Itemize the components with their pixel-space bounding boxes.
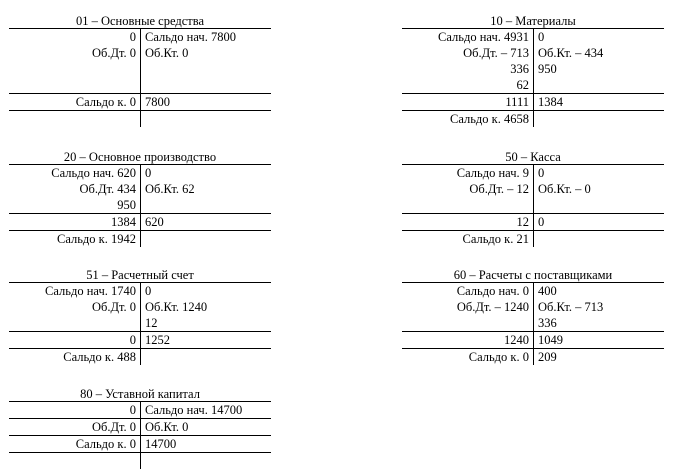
- credit-cell: Об.Кт. 1240: [145, 300, 208, 314]
- credit-cell: [140, 197, 271, 213]
- credit-cell: 0: [145, 166, 152, 180]
- debit-cell: Об.Дт. 0: [91, 300, 136, 314]
- credit-cell: 0: [538, 215, 545, 229]
- debit-cell: [402, 315, 533, 331]
- credit-cell: Об.Кт. – 434: [538, 46, 604, 60]
- debit-cell: Сальдо к. 21: [462, 232, 529, 246]
- debit-cell: Об.Дт. – 713: [463, 46, 529, 60]
- account-body: [402, 29, 664, 127]
- account-divider: [533, 283, 534, 365]
- debit-cell: [9, 111, 140, 127]
- credit-cell: 0: [538, 30, 545, 44]
- account-body: [402, 165, 664, 247]
- credit-cell: 14700: [145, 437, 177, 451]
- account-divider: [140, 165, 141, 247]
- debit-cell: [9, 77, 140, 93]
- debit-cell: Сальдо нач. 0: [456, 284, 529, 298]
- debit-cell: Сальдо к. 0: [75, 95, 136, 109]
- debit-cell: Сальдо к. 4658: [450, 112, 529, 126]
- debit-cell: 0: [129, 333, 136, 347]
- credit-cell: Об.Кт. – 0: [538, 182, 591, 196]
- debit-cell: Сальдо нач. 4931: [438, 30, 529, 44]
- credit-cell: 7800: [145, 95, 170, 109]
- debit-cell: 12: [516, 215, 529, 229]
- credit-cell: 0: [145, 284, 152, 298]
- credit-cell: 209: [538, 350, 557, 364]
- debit-cell: 1240: [504, 333, 529, 347]
- credit-cell: 1252: [145, 333, 170, 347]
- debit-cell: Об.Дт. – 1240: [456, 300, 529, 314]
- account-body: [9, 29, 271, 127]
- debit-cell: Сальдо к. 0: [468, 350, 529, 364]
- credit-cell: [140, 453, 271, 469]
- account-title: 60 – Расчеты с поставщиками: [453, 268, 613, 282]
- credit-cell: 0: [538, 166, 545, 180]
- debit-cell: 1384: [111, 215, 136, 229]
- account-01: [9, 14, 271, 127]
- credit-cell: [533, 77, 664, 93]
- debit-cell: 0: [129, 30, 136, 44]
- account-title: 50 – Касса: [505, 150, 561, 164]
- debit-cell: 950: [117, 198, 136, 212]
- credit-cell: 620: [145, 215, 164, 229]
- credit-cell: [140, 231, 271, 247]
- debit-cell: 0: [129, 403, 136, 417]
- credit-cell: Сальдо нач. 14700: [145, 403, 243, 417]
- debit-cell: 62: [516, 78, 529, 92]
- debit-cell: Сальдо нач. 620: [51, 166, 136, 180]
- credit-cell: Об.Кт. 0: [145, 420, 189, 434]
- credit-cell: Сальдо нач. 7800: [145, 30, 236, 44]
- account-title: 01 – Основные средства: [75, 14, 204, 28]
- credit-cell: [140, 111, 271, 127]
- debit-cell: [9, 315, 140, 331]
- account-60: [402, 268, 664, 365]
- account-body: [402, 283, 664, 365]
- credit-cell: 1049: [538, 333, 563, 347]
- account-20: [9, 150, 271, 247]
- account-divider: [533, 165, 534, 247]
- credit-cell: 950: [538, 62, 557, 76]
- debit-cell: Сальдо нач. 9: [456, 166, 529, 180]
- account-10: [402, 14, 664, 127]
- account-body: [9, 165, 271, 247]
- credit-cell: [533, 231, 664, 247]
- account-divider: [140, 29, 141, 127]
- credit-cell: [140, 61, 271, 77]
- credit-cell: [533, 197, 664, 213]
- debit-cell: Об.Дт. 0: [91, 420, 136, 434]
- credit-cell: 336: [538, 316, 557, 330]
- debit-cell: Сальдо нач. 1740: [45, 284, 136, 298]
- account-body: [9, 283, 271, 365]
- credit-cell: Об.Кт. 0: [145, 46, 189, 60]
- debit-cell: Сальдо к. 1942: [57, 232, 136, 246]
- account-divider: [140, 402, 141, 469]
- account-51: [9, 268, 271, 365]
- credit-cell: Об.Кт. – 713: [538, 300, 604, 314]
- account-divider: [533, 29, 534, 127]
- debit-cell: [402, 197, 533, 213]
- debit-cell: [9, 61, 140, 77]
- account-title: 20 – Основное производство: [63, 150, 217, 164]
- debit-cell: Об.Дт. – 12: [469, 182, 529, 196]
- credit-cell: [140, 77, 271, 93]
- credit-cell: 400: [538, 284, 557, 298]
- credit-cell: [140, 349, 271, 365]
- credit-cell: Об.Кт. 62: [145, 182, 195, 196]
- credit-cell: [533, 111, 664, 127]
- account-50: [402, 150, 664, 247]
- debit-cell: Об.Дт. 0: [91, 46, 136, 60]
- debit-cell: Об.Дт. 434: [79, 182, 136, 196]
- debit-cell: 336: [510, 62, 529, 76]
- account-80: [9, 387, 271, 469]
- account-title: 51 – Расчетный счет: [86, 268, 194, 282]
- debit-cell: Сальдо к. 488: [63, 350, 136, 364]
- account-body: [9, 402, 271, 469]
- credit-cell: 1384: [538, 95, 563, 109]
- account-title: 80 – Уставной капитал: [80, 387, 200, 401]
- account-title: 10 – Материалы: [490, 14, 576, 28]
- account-divider: [140, 283, 141, 365]
- debit-cell: 1111: [505, 95, 529, 109]
- debit-cell: Сальдо к. 0: [75, 437, 136, 451]
- credit-cell: 12: [145, 316, 158, 330]
- debit-cell: [9, 453, 140, 469]
